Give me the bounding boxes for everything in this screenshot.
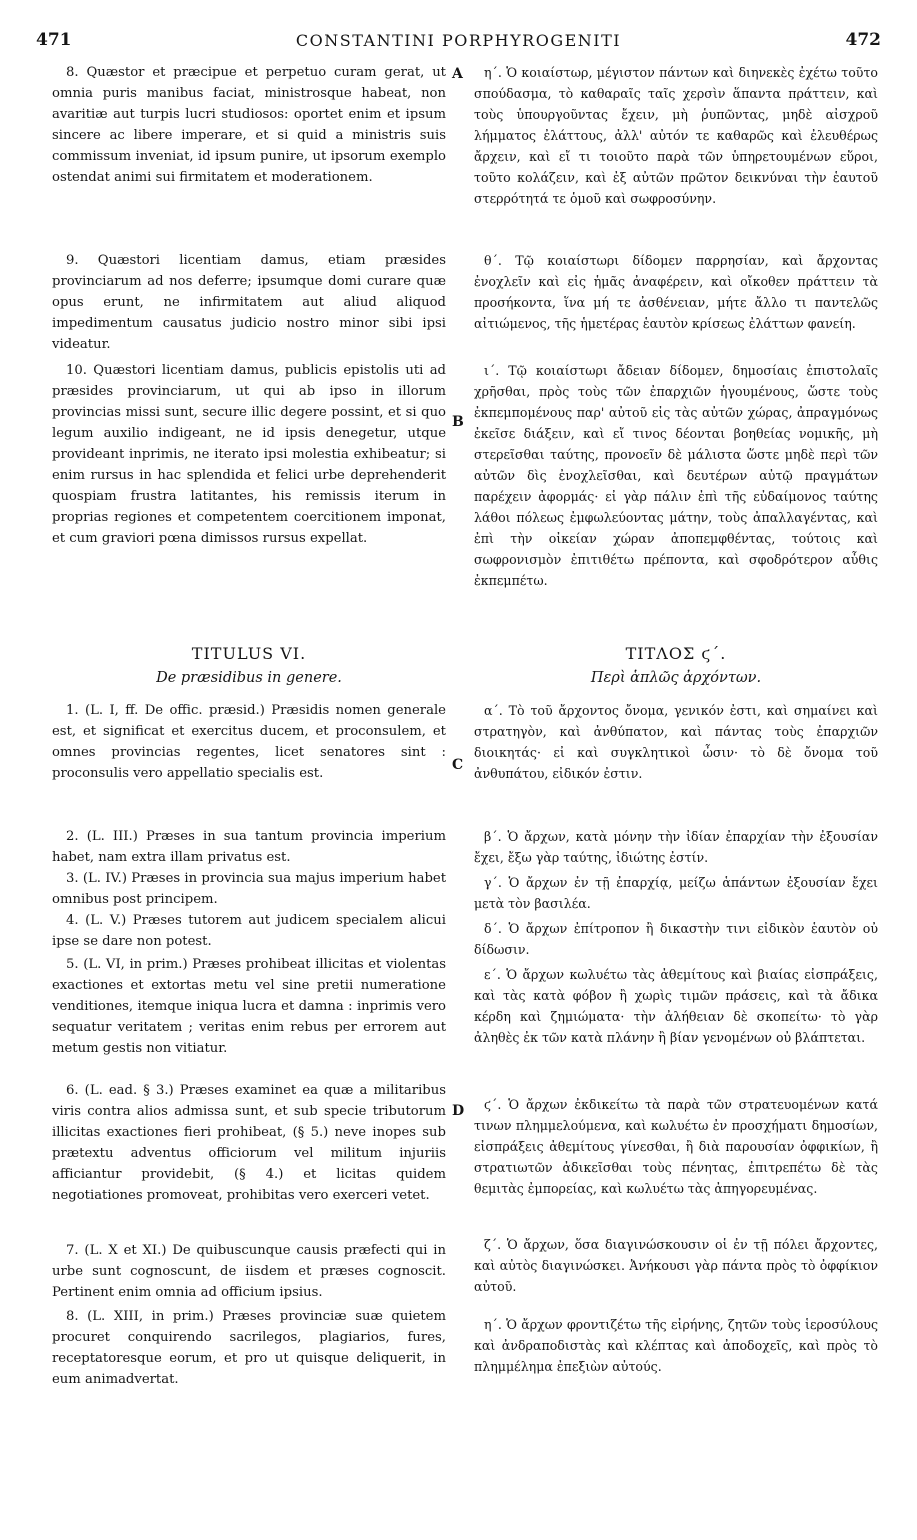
latin-paragraph-10-text: 10. Quæstori licentiam damus, publicis epistolis uti ad præsides provinciarum, ut qui ab ipso in illorum provincias missi sunt, secure illic degere possint, et si quo legum auxilio indigeant, ne id ipsis denegetur, utque provideant inprimis, ne iterato ipsi molestia exhibeatur; si enim rursus in hac splendida et felici urbe deprehenderit quospiam frustra latitantes, his remissis iterum in proprias regiones et competentem coercitionem imponat, et cum graviori pœna dimissos rursus expellat. [52,363,446,546]
greek-section-2 [474,826,878,872]
greek-title: ΤΙΤΛΟΣ ϛ΄. [625,644,727,663]
page-number-left: 471 [36,30,72,50]
latin-section-1 [52,700,446,826]
greek-title-block [474,642,878,700]
latin-section-2 [52,826,446,868]
greek-section-6 [474,1094,878,1234]
running-title: CONSTANTINI PORPHYROGENITI [295,31,622,50]
latin-paragraph-10 [52,360,446,642]
greek-section-4 [474,918,878,964]
greek-paragraph-8-text: η΄. Ὁ κοιαίστωρ, μέγιστον πάντων καὶ διηνεκὲς ἐχέτω τοῦτο σπούδασμα, τὸ καθαραῖς ταῖς χερσὶν ἅπαντα πράττειν, καὶ τοὺς ὑπουργοῦντας ἔχειν, μὴ ῥυπῶντας, μηδὲ αἰσχροῦ λήμματος ἐλάττους, ἀλλ' αὐτόν τε καθαρῶς καὶ ἐλευθέρως ἄρχειν, καὶ εἴ τι τοιοῦτο παρὰ τῶν ὑπηρετουμένων εὕροι, τοῦτο κολάζειν, καὶ ἐξ αὐτῶν πρῶτον δεικνύναι τὴν ἑαυτοῦ στερρότητά τε ὁμοῦ καὶ σωφροσύνην. [474,65,878,206]
latin-section-8-text: 8. (L. XIII, in prim.) Præses provinciæ suæ quietem procuret conquirendo sacrilegos, plagiarios, fures, receptatoresque eorum, et pro ut quisque deliquerit, in eum animadvertat. [52,1309,446,1387]
greek-section-2-text: β΄. Ὁ ἄρχων, κατὰ μόνην τὴν ἰδίαν ἐπαρχίαν τὴν ἐξουσίαν ἔχει, ἔξω γὰρ ταύτης, ἰδιώτης ἐστίν. [474,829,878,865]
page-number-right: 472 [845,30,881,50]
greek-section-7-text: ζ΄. Ὁ ἄρχων, ὅσα διαγινώσκουσιν οἱ ἐν τῇ πόλει ἄρχοντες, καὶ αὐτὸς διαγινώσκει. Ἀνήκουσι γὰρ πάντα πρὸς τὸ ὀφφίκιον αὐτοῦ. [474,1237,878,1294]
latin-section-4-text: 4. (L. V.) Præses tutorem aut judicem specialem alicui ipse se dare non potest. [52,913,446,949]
latin-paragraph-9-text: 9. Quæstori licentiam damus, etiam præsides provinciarum ad nos deferre; ipsumque domi curare quæ opus erunt, ne infirmitatem aut aliud aliquod impedimentum causatus judicio nostro minor sibi ipsi videatur. [52,253,446,352]
greek-section-1-text: α΄. Τὸ τοῦ ἄρχοντος ὄνομα, γενικόν ἐστι, καὶ σημαίνει καὶ στρατηγὸν, καὶ ἀνθύπατον, καὶ πάντας τοὺς ἐπαρχιῶν διοικητάς· εἰ καὶ συγκλητικοὶ ὦσιν· τὸ δὲ ὄνομα τοῦ ἀνθυπάτου, εἰδικόν ἐστιν. [474,703,878,781]
greek-section-8-text: η΄. Ὁ ἄρχων φροντιζέτω τῆς εἰρήνης, ζητῶν τοὺς ἱεροσύλους καὶ ἀνδραποδιστὰς καὶ κλέπτας καὶ ἀποδοχεῖς, καὶ πρὸς τὸ πλημμέλημα ἐπεξιὼν αὐτούς. [474,1317,878,1374]
latin-section-7 [52,1240,446,1306]
latin-section-6 [52,1080,446,1240]
latin-section-8 [52,1306,446,1392]
greek-paragraph-10-text: ι΄. Τῷ κοιαίστωρι ἄδειαν δίδομεν, δημοσίαις ἐπιστολαῖς χρῆσθαι, πρὸς τοὺς τῶν ἐπαρχιῶν ἡγουμένους, ὥστε τοὺς ἐκπεμπομένους παρ' αὐτοῦ εἰς τὰς αὐτῶν χώρας, ἀπραγμόνως ἐκεῖσε διάξειν, καὶ εἴ τινος δέονται βοηθείας νομικῆς, μὴ στερεῖσθαι ταύτης, προνοεῖν δὲ μάλιστα ὥστε μηδὲ περὶ τῶν αὐτῶν δὶς ἐνοχλεῖσθαι, καὶ δευτέρων αὐτῷ πραγμάτων παρέχειν ἀφορμάς· εἰ γὰρ πάλιν ἐπὶ τῆς εὐδαίμονος ταύτης λάθοι πόλεως ἐμφωλεύοντας μάτην, τοὺς ἀπαλλαγέντας, καὶ ἐπὶ τὴν οἰκείαν χώραν ἀποπεμφθέντας, τούτοις καὶ σωφρονισμὸν ἐπιτιθέτω πρέποντα, καὶ σφοδρότερον αὖθις ἐκπεμπέτω. [474,363,878,588]
latin-title: TITULUS VI. [191,644,307,663]
greek-section-6-text: ϛ΄. Ὁ ἄρχων ἐκδικείτω τὰ παρὰ τῶν στρατευομένων κατά τινων πλημμελούμενα, καὶ κωλυέτω ἐν προσχήματι δημοσίων, εἰσπράξεις ἀθεμίτους γίνεσθαι, ἢ διὰ παρουσίαν ὀφφικίων, ἢ στρατιωτῶν ἀδικεῖσθαι τοὺς πένητας, ἐπιτρεπέτω δὲ τὰς θεμιτὰς ἐμπορείας, καὶ κωλυέτω τὰς ἀπηγορευμένας. [474,1097,878,1196]
greek-section-3-text: γ΄. Ὁ ἄρχων ἐν τῇ ἐπαρχίᾳ, μείζω ἁπάντων ἐξουσίαν ἔχει μετὰ τὸν βασιλέα. [474,875,878,911]
margin-marker-d: D [452,1103,465,1119]
greek-paragraph-9-text: θ΄. Τῷ κοιαίστωρι δίδομεν παρρησίαν, καὶ ἄρχοντας ἐνοχλεῖν καὶ εἰς ἡμᾶς ἀναφέρειν, καὶ οἴκοθεν πράττειν τὰ προσήκοντα, ἵνα μή τε ἀσθένειαν, μήτε ἄλλο τι παντελῶς αἰτιώμενος, τῆς ἡμετέρας ἑαυτὸν κρίσεως ἐλάττων φανείη. [474,253,878,331]
greek-section-7 [474,1234,878,1314]
greek-section-3 [474,872,878,918]
latin-section-3-text: 3. (L. IV.) Præses in provincia sua majus imperium habet omnibus post principem. [52,871,446,907]
greek-section-5 [474,964,878,1094]
greek-column [474,62,878,1394]
greek-paragraph-9 [474,250,878,360]
latin-section-7-text: 7. (L. X et XI.) De quibuscunque causis præfecti qui in urbe sunt cognoscunt, de iisdem et præses cognoscit. Pertinent enim omnia ad officium ipsius. [52,1243,446,1300]
greek-paragraph-10 [474,360,878,642]
latin-subtitle: De præsidibus in genere. [156,670,342,686]
latin-paragraph-9 [52,250,446,360]
page-header [36,30,881,54]
latin-section-1-text: 1. (L. I, ff. De offic. præsid.) Præsidis nomen generale est, et significat et exercitus ducem, et proconsulem, et omnes provincias regentes, licet senatores sint : proconsulis vero appellatio specialis est. [52,703,446,781]
greek-section-1 [474,700,878,826]
latin-paragraph-8 [52,62,446,250]
latin-paragraph-8-text: 8. Quæstor et præcipue et perpetuo curam gerat, ut omnia puris manibus faciat, ministrosque habeat, non avaritiæ aut turpis lucri studiosos: oportet enim et ipsum sincere ac libere imperare, et si quid a ministris suis commissum inveniat, id ipsum punire, ut ipsorum exemplo ostendat animi sui firmitatem et moderationem. [52,65,446,185]
greek-paragraph-8 [474,62,878,250]
latin-section-3 [52,868,446,910]
latin-section-5 [52,954,446,1080]
margin-marker-a: A [452,66,463,82]
greek-subtitle: Περὶ ἁπλῶς ἀρχόντων. [590,670,762,686]
margin-marker-b: B [452,414,464,430]
greek-section-8 [474,1314,878,1394]
greek-section-4-text: δ΄. Ὁ ἄρχων ἐπίτροπον ἢ δικαστὴν τινι εἰδικὸν ἑαυτὸν οὐ δίδωσιν. [474,921,878,957]
greek-section-5-text: ε΄. Ὁ ἄρχων κωλυέτω τὰς ἀθεμίτους καὶ βιαίας εἰσπράξεις, καὶ τὰς κατὰ φόβον ἢ χωρὶς τιμῶν πράσεις, καὶ τὰ ἄδικα κέρδη καὶ ζημιώματα· τὴν ἀλήθειαν δὲ σκοπείτω· τὸ γὰρ ἀληθὲς ἐκ τῶν κατὰ πλάνην ἢ βίαν γενομένων οὐ βλάπτεται. [474,967,878,1045]
latin-section-6-text: 6. (L. ead. § 3.) Præses examinet ea quæ a militaribus viris contra alios admissa sunt, et sub specie tributorum illicitas exactiones fieri prohibeat, (§ 5.) neve inopes sub prætextu adventus officiorum vel militum injuriis afficiantur providebit, (§ 4.) et licitas quidem negotiationes promoveat, prohibitas vero exerceri vetet. [52,1083,446,1203]
latin-section-5-text: 5. (L. VI, in prim.) Præses prohibeat illicitas et violentas exactiones et extortas metu vel sine pretii numeratione venditiones, itemque iniqua lucra et damna : inprimis vero sequatur veritatem ; veritas enim rebus per errorem aut metum gestis non vitiatur. [52,957,446,1056]
latin-column [52,62,446,1392]
latin-title-block [52,642,446,700]
latin-section-2-text: 2. (L. III.) Præses in sua tantum provincia imperium habet, nam extra illam privatus est. [52,829,446,865]
margin-marker-c: C [452,757,464,773]
latin-section-4 [52,910,446,954]
